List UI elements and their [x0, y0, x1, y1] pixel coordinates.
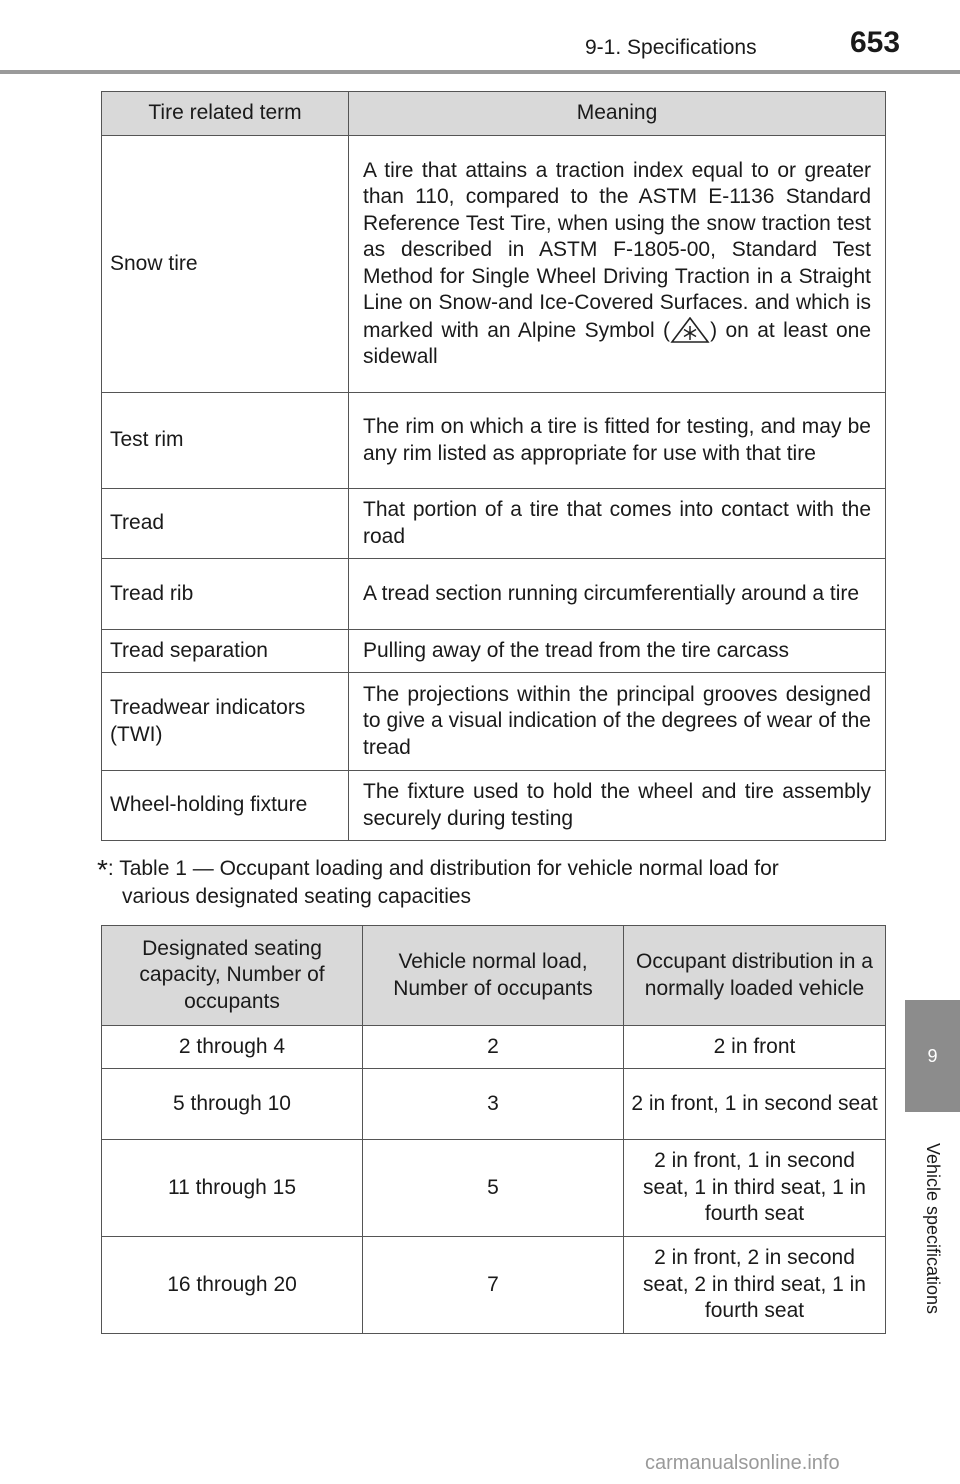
table-row: [102, 1069, 886, 1140]
capacity-cell: 2 through 4: [102, 1026, 363, 1069]
distribution-cell: 2 in front: [624, 1026, 886, 1069]
meaning-cell: That portion of a tire that comes into contact with the road: [349, 489, 886, 559]
load-cell: 5: [363, 1140, 624, 1237]
chapter-tab[interactable]: [905, 1000, 960, 1112]
table-row: [102, 673, 886, 771]
column-header-meaning: Meaning: [349, 92, 886, 136]
load-cell: 7: [363, 1237, 624, 1334]
table-row: [102, 393, 886, 489]
table-row: [102, 771, 886, 841]
tire-terms-table: [101, 91, 886, 841]
term-cell: Tread: [102, 489, 349, 559]
term-cell: Tread rib: [102, 559, 349, 630]
meaning-cell: The rim on which a tire is fitted for testing, and may be any rim listed as appropriate for use with that tire: [349, 393, 886, 489]
table-row: [102, 559, 886, 630]
header-divider: [0, 70, 960, 74]
term-cell: Snow tire: [102, 136, 349, 393]
alpine-snowflake-mountain-icon: [670, 317, 710, 343]
capacity-cell: 11 through 15: [102, 1140, 363, 1237]
distribution-cell: 2 in front, 1 in second seat: [624, 1069, 886, 1140]
meaning-cell: The fixture used to hold the wheel and tire assembly securely during testing: [349, 771, 886, 841]
column-header-normal-load: Vehicle normal load, Number of occupants: [363, 926, 624, 1026]
footnote-line-1: : Table 1 — Occupant loading and distribution for vehicle normal load for: [107, 857, 779, 880]
footnote-marker: *: [97, 854, 108, 885]
table-row: [102, 630, 886, 673]
term-cell: Wheel-holding fixture: [102, 771, 349, 841]
distribution-cell: 2 in front, 2 in second seat, 2 in third seat, 1 in fourth seat: [624, 1237, 886, 1334]
meaning-cell: [349, 136, 886, 393]
meaning-cell: The projections within the principal grooves designed to give a visual indication of the degrees of wear of the tread: [349, 673, 886, 771]
chapter-label: [918, 1118, 948, 1338]
term-cell: Tread separation: [102, 630, 349, 673]
footnote-line-2: various designated seating capacities: [122, 885, 472, 908]
table-header-row: [102, 926, 886, 1026]
table-header-row: [102, 92, 886, 136]
chapter-number: 9: [927, 1045, 938, 1066]
capacity-cell: 5 through 10: [102, 1069, 363, 1140]
watermark-footer: carmanualsonline.info: [645, 1452, 840, 1474]
meaning-text-cont: ) on at least one sidewall: [363, 318, 871, 368]
load-cell: 3: [363, 1069, 624, 1140]
meaning-cell: A tread section running circumferentially around a tire: [349, 559, 886, 630]
distribution-cell: 2 in front, 1 in second seat, 1 in third seat, 1 in fourth seat: [624, 1140, 886, 1237]
capacity-cell: 16 through 20: [102, 1237, 363, 1334]
term-cell: Treadwear indicators (TWI): [102, 673, 349, 771]
meaning-text: A tire that attains a traction index equal to or greater than 110, compared to the ASTM E-1136 Standard Reference Test Tire, when using the snow traction test as described in ASTM F-1805-00, Standard Test Method for Single Wheel Driving Traction in a Straight Line on Snow-and Ice-Covered Surfaces. and which is marked with an Alpine Symbol (: [363, 158, 871, 342]
column-header-seating-capacity: Designated seating capacity, Number of occupants: [102, 926, 363, 1026]
page-number: 653: [850, 26, 901, 59]
table-row: [102, 1026, 886, 1069]
chapter-label-text: Vehicle specifications: [923, 1142, 944, 1314]
table-row: [102, 136, 886, 393]
table-footnote: [97, 855, 897, 910]
table-row: [102, 489, 886, 559]
meaning-cell: Pulling away of the tread from the tire carcass: [349, 630, 886, 673]
table-row: [102, 1140, 886, 1237]
column-header-distribution: Occupant distribution in a normally loaded vehicle: [624, 926, 886, 1026]
seating-capacity-table: [101, 925, 886, 1334]
section-title: 9-1. Specifications: [585, 36, 757, 59]
load-cell: 2: [363, 1026, 624, 1069]
term-cell: Test rim: [102, 393, 349, 489]
table-row: [102, 1237, 886, 1334]
column-header-term: Tire related term: [102, 92, 349, 136]
